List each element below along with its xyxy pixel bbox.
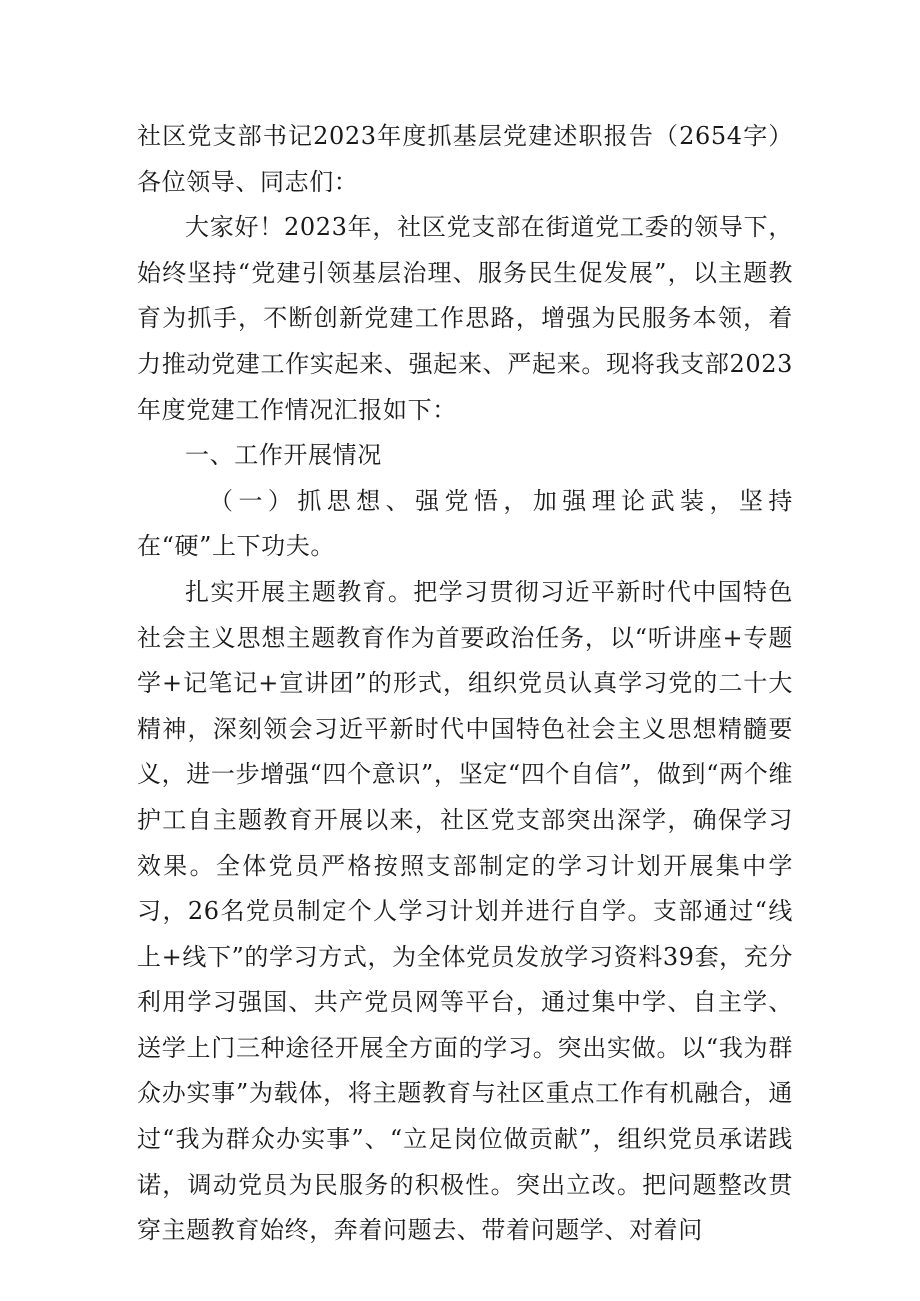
subsection-heading-ideology: （一）抓思想、强党悟，加强理论武装，坚持在“硬”上下功夫。	[137, 486, 793, 561]
document-body	[137, 114, 793, 1254]
opening-paragraph: 大家好！2023年，社区党支部在街道党工委的领导下，始终坚持“党建引领基层治理、服务民生促发展”，以主题教育为抓手，不断创新党建工作思路，增强为民服务本领，着力推动党建工作实起来、强起来、严起来。现将我支部2023年度党建工作情况汇报如下：	[137, 213, 793, 424]
theme-education-paragraph: 扎实开展主题教育。把学习贯彻习近平新时代中国特色社会主义思想主题教育作为首要政治任务，以“听讲座+专题学+记笔记+宣讲团”的形式，组织党员认真学习党的二十大精神，深刻领会习近平新时代中国特色社会主义思想精髓要义，进一步增强“四个意识”，坚定“四个自信”，做到“两个维护工自主题教育开展以来，社区党支部突出深学，确保学习效果。全体党员严格按照支部制定的学习计划开展集中学习，26名党员制定个人学习计划并进行自学。支部通过“线上+线下”的学习方式，为全体党员发放学习资料39套，充分利用学习强国、共产党员网等平台，通过集中学、自主学、送学上门三种途径开展全方面的学习。突出实做。以“我为群众办实事”为载体，将主题教育与社区重点工作有机融合，通过“我为群众办实事”、“立足岗位做贡献”，组织党员承诺践诺，调动党员为民服务的积极性。突出立改。把问题整改贯穿主题教育始终，奔着问题去、带着问题学、对着问	[137, 577, 793, 1245]
section-heading-work-progress: 一、工作开展情况	[185, 441, 382, 470]
report-title-and-salutation: 社区党支部书记2023年度抓基层党建述职报告（2654字）各位领导、同志们：	[137, 122, 793, 196]
